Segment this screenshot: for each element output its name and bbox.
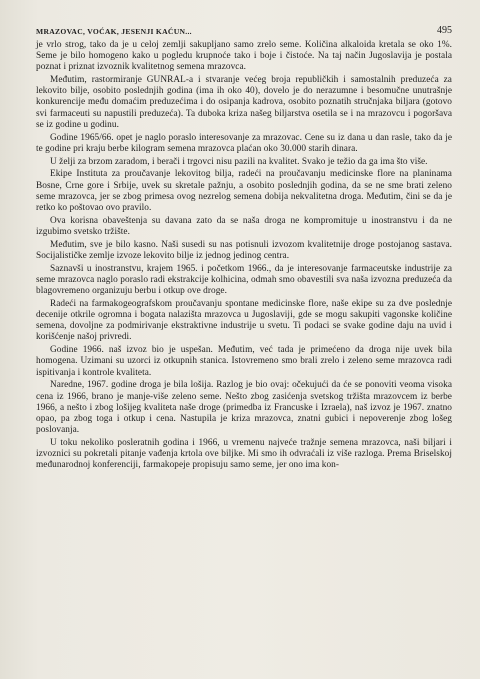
page-header [36, 14, 452, 36]
paragraph-12: U toku nekoliko posleratnih godina i 1966, u vremenu najveće tražnje semena mrazovca, naši biljari i izvoznici su pokretali pitanje vađenja krtola ove biljke. Mi smo ih odvraćali iz više razloga. Prema Briselskoj međunarodnoj konferenciji, farmakopeje propisuju samo seme, jer ono ima kon- [36, 437, 452, 471]
paragraph-10: Godine 1966. naš izvoz bio je uspešan. Međutim, već tada je primećeno da droga nije uvek bila homogena. Uzimani su uzorci iz otkupnih stanica. Istovremeno smo brali zrelo i zeleno seme mrazovca radi ispitivanja i kontrole kvaliteta. [36, 345, 452, 378]
paragraph-3: Godine 1965/66. opet je naglo poraslo interesovanje za mrazovac. Cene su iz dana u dan rasle, tako da je te godine pri kraju berbe kilogram semena mrazovca plaćan oko 30.000 starih dinara. [36, 132, 452, 154]
paragraph-8: Saznavši u inostranstvu, krajem 1965. i početkom 1966., da je interesovanje farmaceutske industrije za seme mrazovca naglo poraslo radi ekstrakcije kolhicina, odmah smo obavestili sva naša izvozna preduzeća da blagovremeno organizuju berbu i otkup ove droge. [36, 263, 452, 297]
paragraph-1: je vrlo strog, tako da je u celoj zemlji sakupljano samo zrelo seme. Količina alkaloida kretala se oko 1%. Seme je bilo homogeno kako u pogledu krupnoće tako i boje i čistoće. Na taj način Jugoslavija je postala poznat i priznat izvoznik kvalitetnog semena mrazovca. [36, 40, 452, 73]
paragraph-2: Međutim, rastormiranje GUNRAL-a i stvaranje većeg broja republičkih i samostalnih preduzeća za lekovito bilje, osobito poslednjih godina (ima ih oko 40), dovelo je do nerazumne i besomučne unutrašnje konkurencije među domaćim preduzećima i do osipanja kadrova, osobito poznatih stručnjaka biljara (gotovo svi farmaceuti su napustili preduzeća). Ta duboka kriza našeg biljarstva osetila se i na mrazovcu i pogoršava se iz godine u godinu. [36, 75, 452, 130]
paragraph-6: Ova korisna obaveštenja su davana zato da se naša droga ne kompromituje u inostranstvu i da ne izgubimo svetsko tržište. [36, 215, 452, 237]
page-number: 495 [437, 25, 452, 36]
running-head: MRAZOVAC, VOĆAK, JESENJI KAĆUN... [36, 27, 192, 36]
paragraph-7: Međutim, sve je bilo kasno. Naši susedi su nas potisnuli izvozom kvalitetnije droge postojanog sastava. Socijalističke zemlje izvoze lekovito bilje iz jednog jedinog centra. [36, 239, 452, 261]
paragraph-11: Naredne, 1967. godine droga je bila lošija. Razlog je bio ovaj: očekujući da će se ponoviti veoma visoka cena iz 1966, brano je manje-više zeleno seme. Nešto zbog zasićenja svetskog tržišta mrazovcem iz berbe 1966, a nešto i zbog lošijeg kvaliteta naše droge (primedba iz Francuske i Izraela), naš izvoz je 1967. znatno opao, pa zbog toga i otkup i cena. Nastupila je kriza mrazovca, znatni gubici i nepoverenje zbog lošeg poslovanja. [36, 380, 452, 436]
paragraph-5: Ekipe Instituta za proučavanje lekovitog bilja, radeći na proučavanju medicinske flore na planinama Bosne, Crne gore i Srbije, uvek su skretale pažnju, a osobito poslednjih godina, da se ne sme brati zeleno seme mrazovca, jer se zbog primesa ovog nezrelog semena dobija nekvalitetna droga. Međutim, čini se da je retko ko poštovao ovo pravilo. [36, 169, 452, 213]
page-body [36, 40, 452, 471]
paragraph-9: Radeći na farmakogeografskom proučavanju spontane medicinske flore, naše ekipe su za dve poslednje decenije otkrile ogromna i bogata nalazišta mrazovca u Jugoslaviji, gde se mogu sakupiti vagonske količine semena, dovoljne za podmirivanje ekstraktivne industrije u svetu. Ti podaci se svake godine daju na uvid i korišćenje našoj privredi. [36, 298, 452, 343]
paragraph-4: U želji za brzom zaradom, i berači i trgovci nisu pazili na kvalitet. Svako je težio da ga ima što više. [50, 156, 428, 167]
